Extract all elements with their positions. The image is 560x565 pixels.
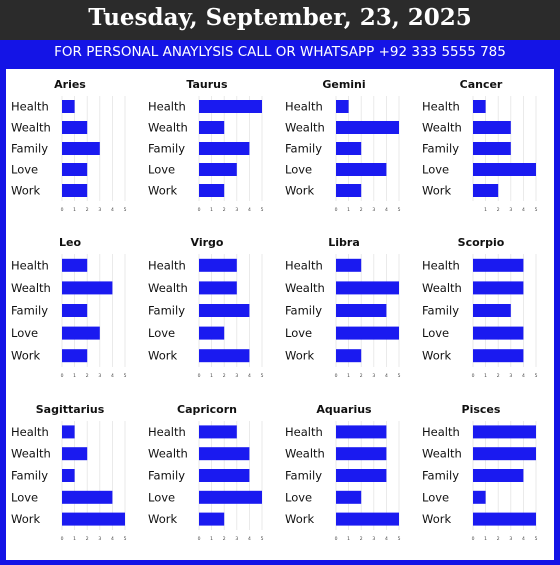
tick-label: 5 (534, 374, 538, 379)
bar-wealth (336, 121, 399, 134)
tick-label: 2 (85, 537, 89, 542)
tick-label: 2 (222, 208, 226, 213)
bar-family (199, 469, 249, 482)
category-label: Work (422, 348, 452, 363)
category-label: Family (11, 303, 49, 318)
bar-health (473, 425, 536, 438)
tick-label: 4 (247, 374, 251, 379)
tick-label: 1 (347, 537, 351, 542)
tick-label: 3 (372, 374, 376, 379)
tick-label: 1 (210, 374, 214, 379)
tick-label: 4 (384, 208, 388, 213)
tick-label: 0 (197, 208, 201, 213)
category-label: Love (422, 490, 450, 505)
bar-love (473, 491, 486, 504)
category-label: Love (11, 326, 39, 341)
tick-label: 3 (98, 374, 102, 379)
bar-love (336, 491, 361, 504)
tick-label: 0 (197, 374, 201, 379)
tick-label: 5 (534, 208, 538, 213)
bar-work (199, 513, 224, 526)
category-label: Family (422, 141, 460, 156)
tick-label: 5 (260, 537, 264, 542)
bar-love (336, 327, 399, 340)
tick-label: 1 (210, 208, 214, 213)
tick-label: 1 (73, 374, 77, 379)
chart-gemini (285, 78, 401, 213)
bar-work (62, 184, 87, 197)
category-label: Family (285, 468, 323, 483)
tick-label: 2 (359, 208, 363, 213)
bar-health (62, 425, 75, 438)
category-label: Family (285, 141, 323, 156)
horoscope-charts (6, 69, 554, 560)
category-label: Wealth (285, 280, 325, 295)
category-label: Health (422, 99, 460, 114)
tick-label: 2 (496, 208, 500, 213)
category-label: Love (422, 326, 450, 341)
category-label: Family (148, 141, 186, 156)
tick-label: 5 (260, 374, 264, 379)
category-label: Wealth (11, 120, 51, 135)
chart-scorpio (422, 236, 538, 379)
tick-label: 2 (359, 374, 363, 379)
bar-love (199, 163, 237, 176)
chart-taurus (148, 78, 264, 213)
bar-health (62, 100, 75, 113)
bar-wealth (62, 447, 87, 460)
bar-work (473, 349, 523, 362)
bar-work (199, 184, 224, 197)
bar-love (473, 327, 523, 340)
tick-label: 5 (397, 537, 401, 542)
chart-title: Scorpio (457, 236, 505, 249)
chart-virgo (148, 236, 264, 379)
bar-wealth (199, 121, 224, 134)
tick-label: 3 (98, 208, 102, 213)
date-title: Tuesday, September, 23, 2025 (88, 4, 472, 31)
chart-aquarius (285, 403, 401, 542)
bar-health (199, 259, 237, 272)
category-label: Love (11, 162, 39, 177)
tick-label: 0 (471, 374, 475, 379)
tick-label: 2 (496, 374, 500, 379)
category-label: Family (148, 303, 186, 318)
category-label: Family (11, 141, 49, 156)
tick-label: 2 (85, 374, 89, 379)
category-label: Love (285, 326, 313, 341)
chart-title: Leo (58, 236, 82, 249)
bar-work (62, 349, 87, 362)
chart-capricorn (148, 403, 264, 542)
bar-wealth (473, 281, 523, 294)
tick-label: 0 (60, 374, 64, 379)
tick-label: 1 (347, 374, 351, 379)
tick-label: 2 (222, 537, 226, 542)
tick-label: 1 (210, 537, 214, 542)
tick-label: 0 (334, 374, 338, 379)
category-label: Health (11, 99, 49, 114)
bar-family (62, 304, 87, 317)
category-label: Work (285, 348, 315, 363)
tick-label: 1 (484, 374, 488, 379)
bar-family (473, 142, 511, 155)
bar-health (62, 259, 87, 272)
bar-work (336, 184, 361, 197)
tick-label: 2 (222, 374, 226, 379)
bar-love (336, 163, 386, 176)
tick-label: 1 (484, 208, 488, 213)
category-label: Love (285, 490, 313, 505)
bar-health (199, 425, 237, 438)
tick-label: 3 (235, 374, 239, 379)
tick-label: 3 (98, 537, 102, 542)
tick-label: 1 (484, 537, 488, 542)
category-label: Health (285, 99, 323, 114)
category-label: Health (285, 258, 323, 273)
bar-health (473, 100, 486, 113)
bar-work (473, 513, 536, 526)
tick-label: 4 (110, 537, 114, 542)
bar-health (336, 425, 386, 438)
category-label: Work (148, 183, 178, 198)
category-label: Wealth (285, 120, 325, 135)
tick-label: 5 (123, 537, 127, 542)
bar-work (199, 349, 249, 362)
tick-label: 4 (384, 537, 388, 542)
category-label: Wealth (422, 280, 462, 295)
chart-title: Virgo (190, 236, 224, 249)
category-label: Health (422, 258, 460, 273)
tick-label: 5 (260, 208, 264, 213)
tick-label: 1 (73, 208, 77, 213)
category-label: Love (285, 162, 313, 177)
chart-aries (11, 78, 127, 213)
bar-wealth (199, 281, 237, 294)
bar-family (62, 469, 75, 482)
bar-family (336, 304, 386, 317)
category-label: Work (422, 512, 452, 527)
bar-wealth (199, 447, 249, 460)
bar-love (199, 491, 262, 504)
bar-family (336, 469, 386, 482)
tick-label: 4 (521, 374, 525, 379)
tick-label: 0 (334, 537, 338, 542)
category-label: Work (148, 348, 178, 363)
tick-label: 4 (521, 208, 525, 213)
tick-label: 3 (509, 537, 513, 542)
tick-label: 5 (397, 208, 401, 213)
tick-label: 0 (60, 537, 64, 542)
bar-family (199, 142, 249, 155)
bar-health (336, 259, 361, 272)
chart-pisces (422, 403, 538, 542)
chart-leo (11, 236, 127, 379)
tick-label: 1 (347, 208, 351, 213)
bar-health (473, 259, 523, 272)
tick-label: 4 (247, 537, 251, 542)
category-label: Work (148, 512, 178, 527)
bar-family (336, 142, 361, 155)
tick-label: 0 (60, 208, 64, 213)
bar-work (336, 349, 361, 362)
category-label: Work (285, 512, 315, 527)
tick-label: 3 (509, 208, 513, 213)
category-label: Family (285, 303, 323, 318)
tick-label: 5 (534, 537, 538, 542)
category-label: Family (422, 303, 460, 318)
category-label: Work (11, 348, 41, 363)
category-label: Health (148, 258, 186, 273)
charts-panel (6, 69, 554, 560)
tick-label: 5 (397, 374, 401, 379)
category-label: Love (148, 490, 176, 505)
tick-label: 3 (509, 374, 513, 379)
bar-work (62, 513, 125, 526)
chart-title: Cancer (459, 78, 503, 91)
tick-label: 3 (235, 537, 239, 542)
chart-title: Gemini (322, 78, 366, 91)
bar-wealth (473, 447, 536, 460)
tick-label: 4 (110, 374, 114, 379)
tick-label: 5 (123, 374, 127, 379)
bar-family (199, 304, 249, 317)
category-label: Wealth (148, 446, 188, 461)
bar-family (62, 142, 100, 155)
category-label: Wealth (148, 120, 188, 135)
category-label: Wealth (11, 280, 51, 295)
tick-label: 4 (247, 208, 251, 213)
tick-label: 3 (372, 208, 376, 213)
tick-label: 0 (197, 537, 201, 542)
tick-label: 5 (123, 208, 127, 213)
tick-label: 3 (372, 537, 376, 542)
bar-love (473, 163, 536, 176)
bar-family (473, 304, 511, 317)
tick-label: 2 (496, 537, 500, 542)
category-label: Love (422, 162, 450, 177)
category-label: Love (148, 162, 176, 177)
category-label: Wealth (148, 280, 188, 295)
tick-label: 4 (384, 374, 388, 379)
category-label: Love (148, 326, 176, 341)
bar-love (62, 491, 112, 504)
category-label: Health (148, 424, 186, 439)
header-bar (0, 0, 560, 40)
chart-title: Aquarius (316, 403, 372, 416)
category-label: Wealth (422, 446, 462, 461)
category-label: Wealth (422, 120, 462, 135)
chart-title: Capricorn (177, 403, 237, 416)
contact-subtitle: FOR PERSONAL ANAYLYSIS CALL OR WHATSAPP +92 333 5555 785 (54, 44, 506, 60)
tick-label: 4 (110, 208, 114, 213)
tick-label: 4 (521, 537, 525, 542)
category-label: Health (148, 99, 186, 114)
chart-title: Aries (54, 78, 86, 91)
chart-libra (285, 236, 401, 379)
category-label: Work (422, 183, 452, 198)
category-label: Health (285, 424, 323, 439)
category-label: Health (11, 424, 49, 439)
tick-label: 2 (85, 208, 89, 213)
bar-wealth (473, 121, 511, 134)
category-label: Family (11, 468, 49, 483)
tick-label: 0 (334, 208, 338, 213)
category-label: Health (11, 258, 49, 273)
bar-family (473, 469, 523, 482)
chart-title: Taurus (186, 78, 228, 91)
chart-cancer (422, 78, 538, 213)
bar-love (62, 327, 100, 340)
bar-love (199, 327, 224, 340)
tick-label: 2 (359, 537, 363, 542)
bar-work (473, 184, 498, 197)
bar-love (62, 163, 87, 176)
category-label: Work (11, 183, 41, 198)
category-label: Family (422, 468, 460, 483)
category-label: Wealth (285, 446, 325, 461)
bar-wealth (336, 447, 386, 460)
category-label: Family (148, 468, 186, 483)
category-label: Health (422, 424, 460, 439)
bar-health (336, 100, 349, 113)
tick-label: 3 (235, 208, 239, 213)
chart-title: Pisces (461, 403, 501, 416)
chart-title: Sagittarius (35, 403, 105, 416)
category-label: Love (11, 490, 39, 505)
bar-work (336, 513, 399, 526)
bar-health (199, 100, 262, 113)
bar-wealth (62, 121, 87, 134)
chart-title: Libra (328, 236, 360, 249)
tick-label: 0 (471, 537, 475, 542)
tick-label: 1 (73, 537, 77, 542)
category-label: Wealth (11, 446, 51, 461)
category-label: Work (285, 183, 315, 198)
bar-wealth (336, 281, 399, 294)
category-label: Work (11, 512, 41, 527)
bar-wealth (62, 281, 112, 294)
chart-sagittarius (11, 403, 127, 542)
